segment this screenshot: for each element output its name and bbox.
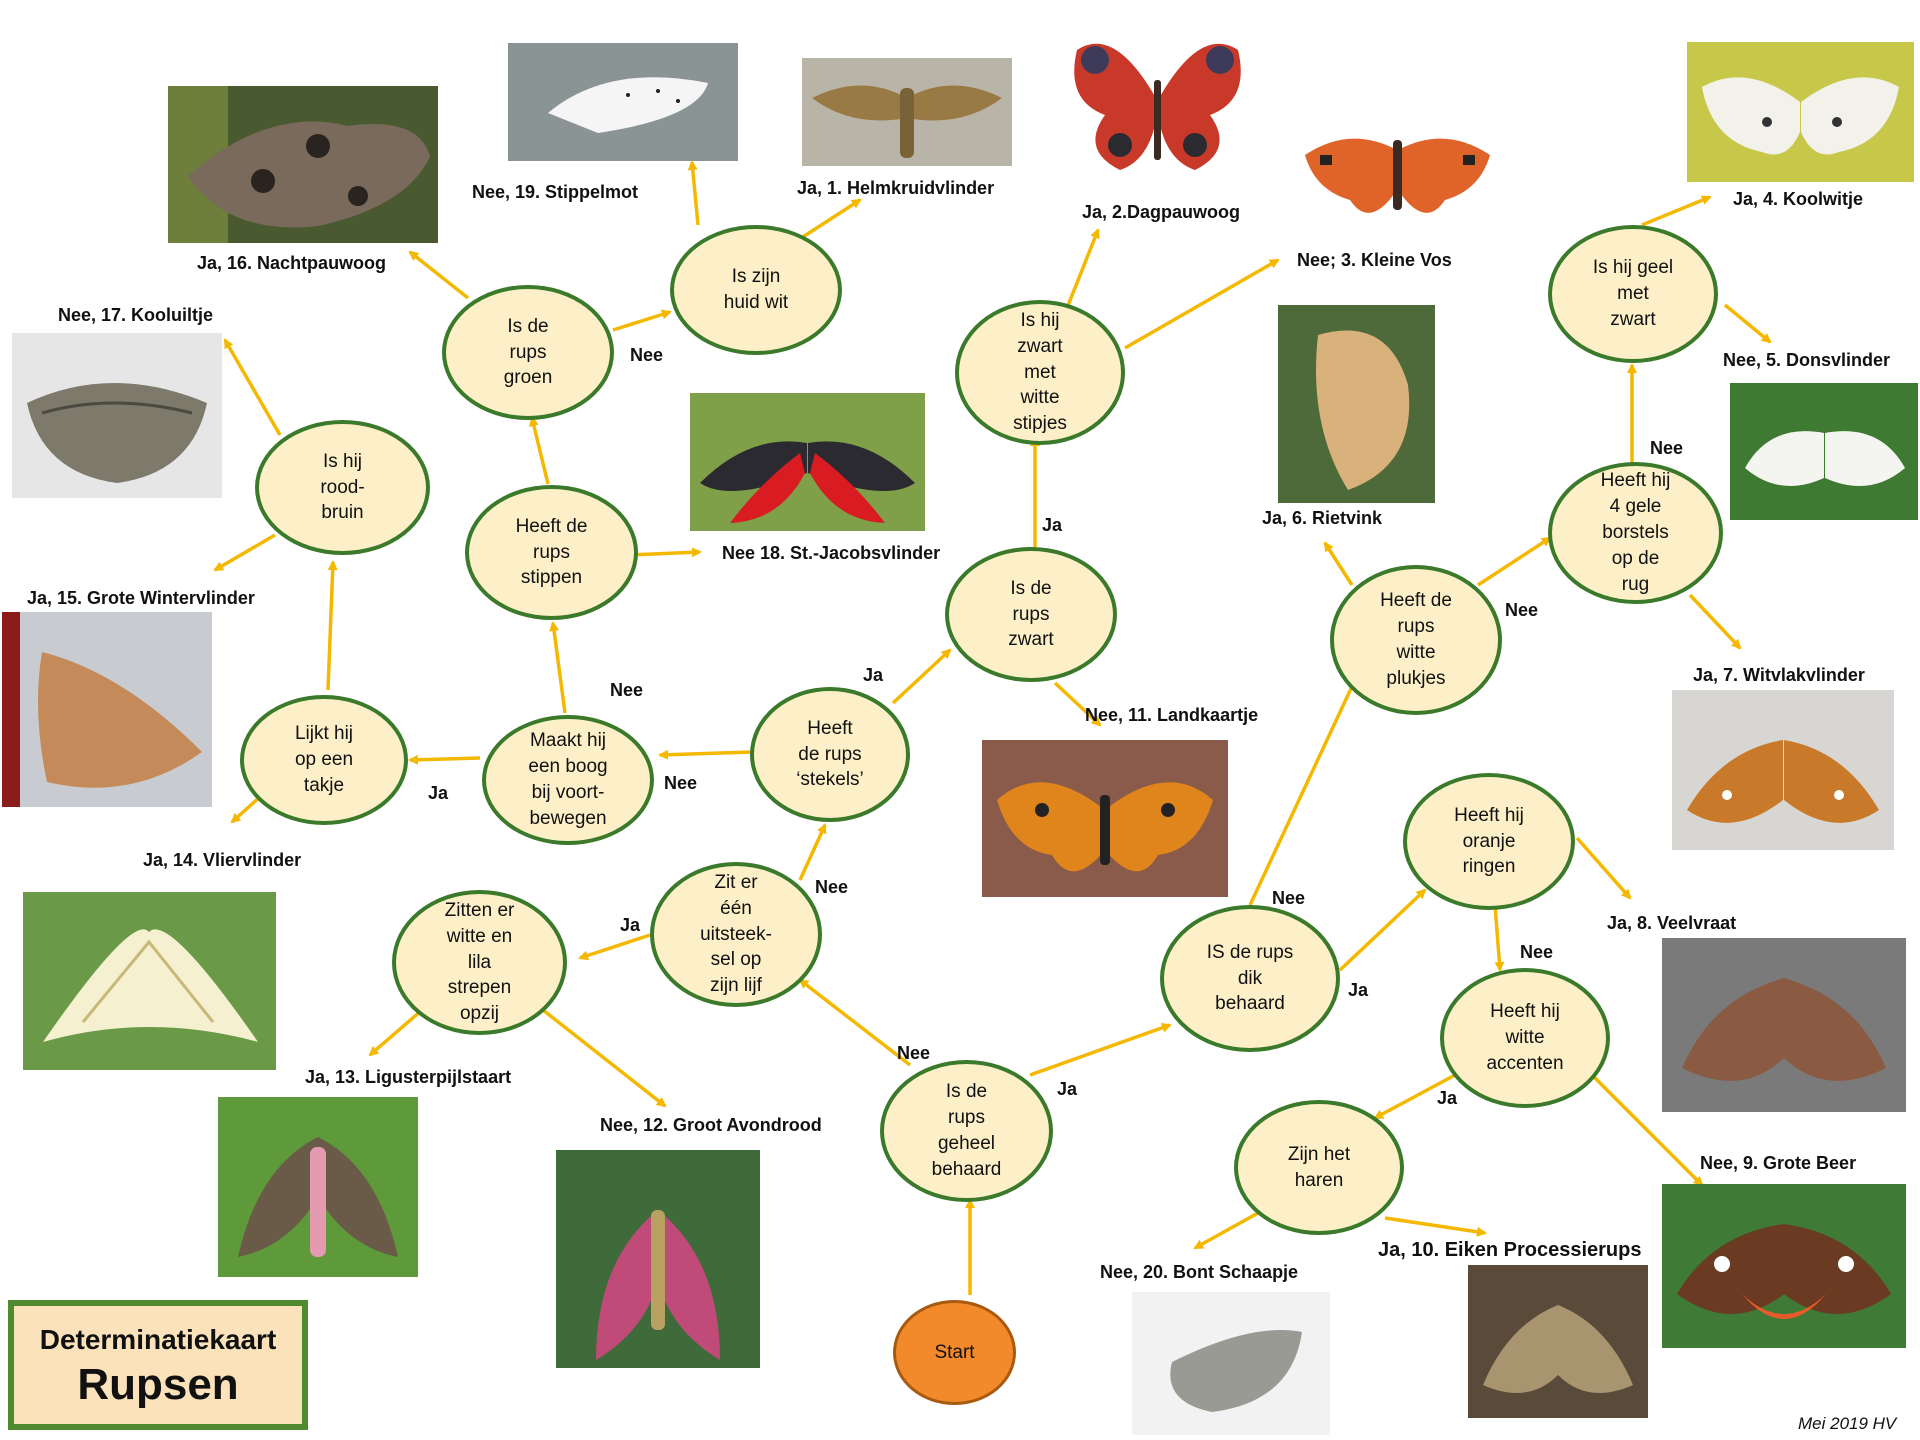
species-label: Nee, 12. Groot Avondrood (600, 1115, 822, 1135)
answer-label: Ja (428, 783, 449, 803)
species-label: Ja, 10. Eiken Processierups (1378, 1239, 1642, 1261)
answer-label: Ja (1042, 515, 1063, 535)
species-label: Ja, 8. Veelvraat (1607, 913, 1737, 933)
node-boog: Maakt hij een boog bij voort- bewegen (482, 715, 654, 845)
photo-st-jacobsvlinder (690, 393, 925, 531)
node-haren: Zijn het haren (1234, 1100, 1404, 1235)
answer-label: Nee (610, 680, 644, 700)
answer-label: Nee (1505, 600, 1539, 620)
species-label: Nee, 5. Donsvlinder (1723, 350, 1891, 370)
node-lila-strepen: Zitten er witte en lila strepen opzij (392, 890, 567, 1035)
title-box (8, 1300, 308, 1430)
photo-landkaartje (982, 740, 1228, 897)
photo-veelvraat (1662, 938, 1906, 1112)
node-stippen: Heeft de rups stippen (465, 485, 638, 620)
answer-label: Ja (620, 915, 641, 935)
photo-koolwitje (1687, 42, 1914, 182)
species-label: Ja, 16. Nachtpauwoog (197, 253, 387, 273)
species-label: Ja, 7. Witvlakvlinder (1693, 665, 1865, 685)
photo-groot-avondrood (556, 1150, 760, 1368)
answer-label: Ja (1057, 1079, 1078, 1099)
species-label: Nee 18. St.-Jacobsvlinder (722, 543, 941, 563)
node-witte-accenten: Heeft hij witte accenten (1440, 968, 1610, 1108)
species-label: Nee, 11. Landkaartje (1085, 705, 1259, 725)
answer-label: Nee (1650, 438, 1684, 458)
answer-label: Nee (1272, 888, 1306, 908)
photo-nachtpauwoog (168, 86, 438, 243)
answer-label: Nee (1520, 942, 1554, 962)
photo-ligusterpijlstaart (218, 1097, 418, 1277)
node-roodbruin: Is hij rood- bruin (255, 420, 430, 555)
title-line2: Rupsen (77, 1360, 239, 1409)
answer-label: Ja (863, 665, 884, 685)
photo-helmkruidvlinder (802, 58, 1012, 166)
answer-label: Ja (1348, 980, 1369, 1000)
photo-kleine-vos (1300, 80, 1495, 235)
start-node: Start (893, 1300, 1016, 1405)
photo-witvlakvlinder (1672, 690, 1894, 850)
photo-eiken-processierups (1468, 1265, 1648, 1418)
node-gele-borstels: Heeft hij 4 gele borstels op de rug (1548, 462, 1723, 604)
node-witte-plukjes: Heeft de rups witte plukjes (1330, 565, 1502, 715)
photo-rietvink (1278, 305, 1435, 503)
species-label: Ja, 13. Ligusterpijlstaart (305, 1067, 512, 1087)
node-rups-zwart: Is de rups zwart (945, 547, 1117, 682)
node-geel-met-zwart: Is hij geel met zwart (1548, 225, 1718, 363)
species-label: Ja, 2.Dagpauwoog (1082, 202, 1241, 222)
node-takje: Lijkt hij op een takje (240, 695, 408, 825)
photo-dagpauwoog (1065, 30, 1250, 180)
species-label: Ja, 6. Rietvink (1262, 508, 1383, 528)
species-label: Ja, 1. Helmkruidvlinder (797, 178, 995, 198)
species-label: Ja, 14. Vliervlinder (143, 850, 302, 870)
answer-label: Nee (897, 1043, 931, 1063)
title-line1: Determinatiekaart (39, 1324, 277, 1355)
photo-grote-wintervlinder (2, 612, 212, 807)
node-uitsteeksel: Zit er één uitsteek- sel op zijn lijf (650, 862, 822, 1007)
species-label: Ja, 15. Grote Wintervlinder (27, 588, 255, 608)
species-label: Ja, 4. Koolwitje (1733, 189, 1864, 209)
photo-vliervlinder (23, 892, 276, 1070)
node-geheel-behaard: Is de rups geheel behaard (880, 1060, 1053, 1202)
species-label: Nee, 20. Bont Schaapje (1100, 1262, 1299, 1282)
answer-label: Nee (815, 877, 849, 897)
species-label: Nee, 9. Grote Beer (1700, 1153, 1857, 1173)
credit-text: Mei 2019 HV (1798, 1414, 1897, 1433)
photo-grote-beer (1662, 1184, 1906, 1348)
node-groen: Is de rups groen (442, 285, 614, 420)
answer-label: Ja (1437, 1088, 1458, 1108)
answer-label: Nee (664, 773, 698, 793)
node-witte-stipjes: Is hij zwart met witte stipjes (955, 300, 1125, 445)
species-label: Nee, 17. Kooluiltje (58, 305, 214, 325)
node-oranje-ringen: Heeft hij oranje ringen (1403, 773, 1575, 910)
node-huid-wit: Is zijn huid wit (670, 225, 842, 355)
species-label: Nee, 19. Stippelmot (472, 182, 639, 202)
answer-label: Nee (630, 345, 664, 365)
photo-bont-schaapje (1132, 1292, 1330, 1435)
node-dik-behaard: IS de rups dik behaard (1160, 905, 1340, 1052)
photo-stippelmot (508, 43, 738, 161)
photo-kooluiltje (12, 333, 222, 498)
photo-donsvlinder (1730, 383, 1918, 520)
species-label: Nee; 3. Kleine Vos (1297, 250, 1452, 270)
node-stekels: Heeft de rups ‘stekels’ (750, 687, 910, 822)
